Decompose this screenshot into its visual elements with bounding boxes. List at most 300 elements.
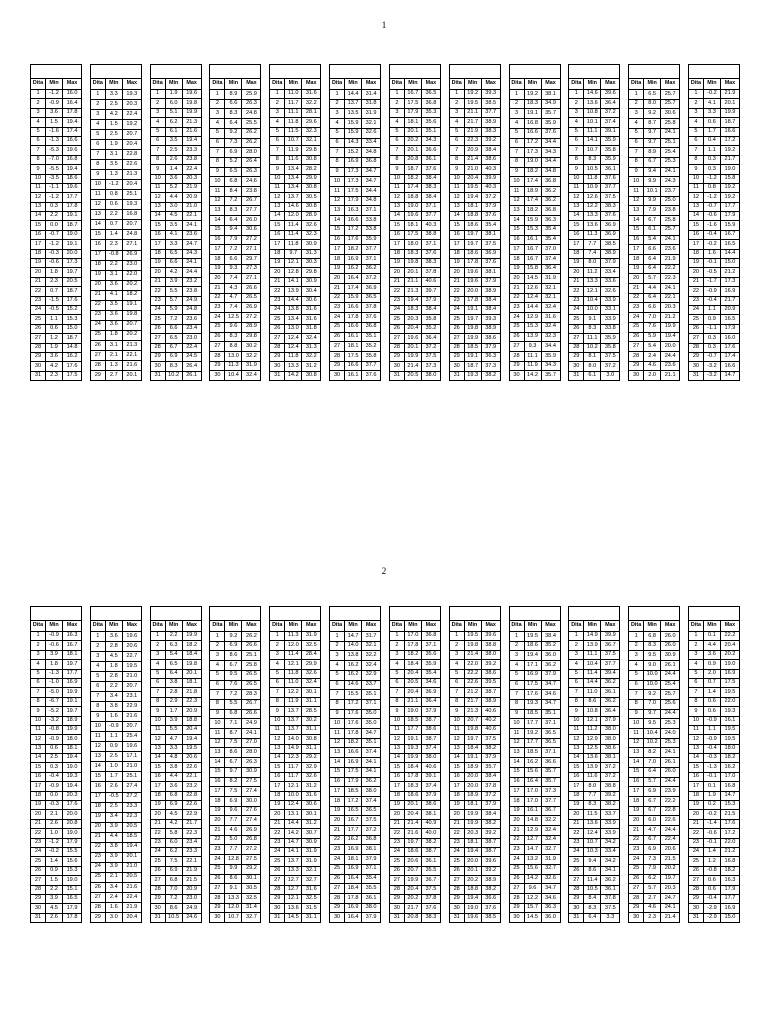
day-cell: 27 (688, 876, 703, 885)
max-cell: 35.3 (421, 108, 440, 117)
day-cell: 25 (90, 872, 105, 882)
min-cell: 12.4 (285, 334, 302, 343)
min-cell: 12.1 (285, 782, 302, 791)
table-row (569, 296, 620, 305)
max-cell: 22.0 (720, 838, 739, 847)
day-cell: 29 (210, 361, 225, 371)
min-cell: 11.8 (285, 352, 302, 361)
min-cell: 1.2 (46, 334, 63, 343)
table-row (150, 193, 201, 202)
max-cell: 33.6 (601, 277, 620, 286)
min-cell: -3.2 (703, 371, 720, 380)
table-row (449, 212, 500, 221)
max-cell: 28.3 (242, 690, 261, 700)
day-cell: 21 (90, 290, 105, 300)
table-row (210, 264, 261, 274)
table-row (688, 650, 739, 659)
day-cell: 8 (90, 702, 105, 712)
max-cell: 24.7 (182, 240, 201, 249)
max-cell: 15.9 (720, 221, 739, 230)
day-cell: 2 (330, 99, 345, 109)
day-cell: 26 (210, 332, 225, 342)
max-cell: 37.4 (601, 118, 620, 127)
day-cell: 16 (389, 230, 404, 239)
day-cell: 30 (150, 362, 165, 371)
min-cell: 17.3 (345, 167, 362, 177)
max-cell: 24.9 (182, 296, 201, 305)
day-cell: 29 (330, 361, 345, 371)
day-cell: 2 (449, 99, 464, 108)
min-cell: 0.9 (703, 660, 720, 669)
min-cell: 1.8 (105, 330, 122, 340)
day-cell: 28 (688, 885, 703, 894)
day-cell: 17 (90, 250, 105, 260)
max-cell: 38.3 (601, 202, 620, 211)
table-row (210, 903, 261, 913)
min-cell: 0.9 (46, 866, 63, 875)
min-cell: 8.3 (584, 904, 601, 913)
min-cell: 2.2 (105, 682, 122, 692)
min-cell: -1.3 (703, 763, 720, 772)
max-cell: 37.7 (421, 212, 440, 221)
max-cell: 38.0 (601, 725, 620, 734)
max-cell: 34.7 (362, 167, 381, 177)
table-row (31, 371, 82, 380)
min-cell: 3.3 (165, 744, 182, 753)
max-cell: 35.0 (362, 709, 381, 719)
max-cell: 34.7 (541, 680, 560, 690)
min-cell: 18.5 (404, 716, 421, 725)
min-cell: -5.0 (46, 688, 63, 697)
day-cell: 12 (629, 738, 644, 748)
min-cell: 4.2 (46, 362, 63, 371)
max-cell: 37.2 (601, 772, 620, 781)
day-cell: 6 (629, 680, 644, 690)
min-cell: 14.9 (285, 744, 302, 753)
max-cell: 17.5 (63, 371, 82, 380)
max-cell: 17.9 (720, 885, 739, 894)
max-cell: 33.4 (362, 138, 381, 148)
day-cell: 15 (629, 225, 644, 235)
day-cell: 25 (150, 315, 165, 324)
day-cell: 12 (389, 193, 404, 202)
max-cell: 35.7 (541, 109, 560, 119)
table-row (509, 148, 560, 158)
max-cell: 22.4 (182, 343, 201, 352)
table-row (569, 641, 620, 650)
column-header: Max (182, 79, 201, 90)
table-row (150, 885, 201, 894)
min-cell: 9.4 (644, 167, 661, 177)
day-cell: 29 (449, 352, 464, 361)
min-cell: 16.1 (524, 235, 541, 245)
max-cell: 19.4 (63, 165, 82, 174)
min-cell: 6.1 (165, 127, 182, 136)
day-cell: 10 (509, 719, 524, 729)
column-header: Max (720, 621, 739, 632)
day-cell: 10 (90, 180, 105, 190)
day-cell: 13 (389, 744, 404, 753)
day-cell: 11 (688, 183, 703, 192)
min-cell: 20.2 (464, 876, 481, 885)
table-row (31, 782, 82, 791)
max-cell: 31.9 (242, 361, 261, 371)
max-cell: 39.3 (481, 315, 500, 324)
max-cell: 24.8 (122, 230, 141, 240)
min-cell: 21.7 (464, 118, 481, 127)
max-cell: 38.5 (481, 913, 500, 922)
max-cell: 38.9 (481, 287, 500, 296)
table-row (688, 202, 739, 211)
table-row (449, 99, 500, 108)
min-cell: 0.6 (46, 324, 63, 333)
day-cell: 8 (449, 697, 464, 706)
min-cell: 9.3 (225, 264, 242, 274)
day-cell: 6 (509, 138, 524, 148)
day-cell: 24 (569, 305, 584, 314)
day-cell: 17 (569, 240, 584, 249)
min-cell: 3.1 (105, 150, 122, 160)
day-cell: 21 (629, 284, 644, 294)
table-row (569, 268, 620, 277)
min-cell: 3.9 (165, 277, 182, 286)
max-cell: 33.4 (601, 847, 620, 856)
table-row (270, 829, 321, 838)
table-row (330, 361, 381, 371)
month-table-8 (449, 606, 501, 923)
day-cell: 4 (509, 119, 524, 129)
max-cell: 22.2 (661, 796, 680, 806)
max-cell: 34.7 (541, 884, 560, 894)
min-cell: 11.1 (584, 127, 601, 136)
column-header: Min (225, 79, 242, 90)
min-cell: 18.3 (524, 99, 541, 109)
max-cell: 21.6 (122, 712, 141, 722)
table-row (330, 293, 381, 303)
table-row (150, 707, 201, 716)
table-row (330, 893, 381, 903)
day-cell: 22 (569, 287, 584, 296)
table-row (629, 913, 680, 923)
max-cell: 30.0 (242, 796, 261, 806)
table-row (210, 235, 261, 245)
max-cell: 16.2 (63, 352, 82, 361)
table-row (330, 157, 381, 167)
max-cell: 26.5 (242, 670, 261, 680)
max-cell: 37.5 (601, 904, 620, 913)
min-cell: 6.8 (644, 632, 661, 642)
table-row (90, 862, 141, 872)
max-cell: 16.0 (63, 90, 82, 99)
max-cell: 21.9 (720, 90, 739, 99)
max-cell: 24.3 (182, 249, 201, 258)
column-header: Min (165, 79, 182, 90)
max-cell: 36.7 (541, 806, 560, 816)
max-cell: 18.6 (63, 174, 82, 183)
max-cell: 38.4 (481, 146, 500, 155)
min-cell: 0.3 (703, 155, 720, 164)
min-cell: 21.4 (404, 362, 421, 371)
day-cell: 7 (509, 148, 524, 158)
table-row (449, 894, 500, 903)
day-cell: 11 (449, 183, 464, 192)
max-cell: 32.1 (362, 641, 381, 651)
max-cell: 16.5 (720, 315, 739, 324)
max-cell: 22.6 (182, 763, 201, 772)
day-cell: 27 (90, 892, 105, 902)
min-cell: 5.5 (225, 699, 242, 709)
min-cell: 18.2 (345, 738, 362, 748)
day-cell: 4 (569, 118, 584, 127)
table-row (509, 835, 560, 845)
max-cell: 32.1 (302, 866, 321, 875)
min-cell: 9.2 (225, 632, 242, 642)
min-cell: 18.4 (404, 660, 421, 669)
table-row (31, 641, 82, 650)
day-cell: 13 (569, 202, 584, 211)
min-cell: 8.3 (225, 109, 242, 119)
table-row (210, 729, 261, 739)
day-cell: 7 (449, 688, 464, 697)
max-cell: 20.1 (122, 852, 141, 862)
max-cell: 35.4 (541, 225, 560, 235)
day-cell: 20 (688, 810, 703, 819)
min-cell: 22.0 (464, 660, 481, 669)
min-cell: 19.5 (464, 183, 481, 192)
min-cell: 19.8 (464, 725, 481, 734)
table-row (210, 128, 261, 138)
min-cell: 3.4 (105, 692, 122, 702)
max-cell: 19.6 (63, 183, 82, 192)
max-cell: 19.5 (720, 688, 739, 697)
table-row (629, 661, 680, 671)
day-cell: 7 (688, 146, 703, 155)
day-cell: 10 (270, 174, 285, 183)
min-cell: 17.1 (524, 661, 541, 671)
day-cell: 16 (90, 782, 105, 792)
day-cell: 21 (509, 826, 524, 836)
table-row (509, 787, 560, 797)
table-row (509, 661, 560, 671)
max-cell: 24.4 (661, 670, 680, 680)
day-cell: 18 (210, 796, 225, 806)
day-cell: 21 (270, 277, 285, 286)
table-row (569, 240, 620, 249)
day-cell: 11 (210, 729, 225, 739)
day-cell: 8 (509, 699, 524, 709)
day-cell: 9 (688, 707, 703, 716)
table-row (449, 801, 500, 810)
table-row (90, 330, 141, 340)
max-cell: 36.1 (601, 885, 620, 894)
min-cell: -1.2 (46, 838, 63, 847)
day-cell: 19 (688, 801, 703, 810)
max-cell: 38.9 (601, 249, 620, 258)
max-cell: 24.1 (661, 167, 680, 177)
day-cell: 7 (629, 690, 644, 700)
day-cell: 19 (629, 806, 644, 816)
max-cell: 30.2 (242, 342, 261, 352)
max-cell: 24.0 (661, 729, 680, 739)
day-cell: 20 (210, 274, 225, 284)
table-row (569, 632, 620, 641)
month-table-10 (568, 606, 620, 923)
day-cell: 19 (330, 806, 345, 816)
max-cell: 15.0 (720, 259, 739, 268)
min-cell: 7.9 (225, 235, 242, 245)
table-row (210, 787, 261, 797)
table-row (270, 876, 321, 885)
max-cell: 37.5 (481, 735, 500, 744)
table-row (330, 313, 381, 323)
day-cell: 12 (509, 196, 524, 206)
min-cell: 11.0 (285, 678, 302, 687)
max-cell: 20.7 (122, 320, 141, 330)
day-cell: 9 (270, 707, 285, 716)
day-cell: 7 (210, 148, 225, 158)
max-cell: 26.1 (661, 758, 680, 768)
table-row (688, 362, 739, 371)
max-cell: 23.4 (182, 838, 201, 847)
max-cell: 18.7 (720, 118, 739, 127)
min-cell: 12.6 (524, 284, 541, 294)
min-cell: 3.6 (703, 650, 720, 659)
day-cell: 3 (90, 652, 105, 662)
min-cell: 11.1 (524, 351, 541, 361)
min-cell: 19.6 (404, 212, 421, 221)
table-row (31, 146, 82, 155)
table-row (90, 350, 141, 360)
min-cell: 3.9 (105, 822, 122, 832)
max-cell: 16.8 (720, 782, 739, 791)
table-row (150, 212, 201, 221)
day-cell: 14 (210, 758, 225, 768)
max-cell: 37.9 (601, 716, 620, 725)
day-cell: 15 (150, 221, 165, 230)
max-cell: 30.8 (302, 202, 321, 211)
table-row (688, 716, 739, 725)
max-cell: 22.1 (182, 212, 201, 221)
day-cell: 16 (270, 230, 285, 239)
min-cell: 17.9 (345, 777, 362, 787)
day-cell: 27 (150, 876, 165, 885)
table-row (90, 230, 141, 240)
day-cell: 2 (629, 641, 644, 651)
day-cell: 6 (90, 140, 105, 150)
min-cell: 17.7 (524, 719, 541, 729)
day-cell: 24 (90, 320, 105, 330)
table-row (330, 342, 381, 352)
table-row (509, 187, 560, 197)
max-cell: 22.3 (182, 697, 201, 706)
day-cell: 17 (629, 787, 644, 797)
max-cell: 35.7 (541, 767, 560, 777)
max-cell: 34.6 (541, 893, 560, 903)
day-cell: 12 (210, 738, 225, 748)
max-cell: 17.2 (720, 136, 739, 145)
day-cell: 1 (688, 632, 703, 641)
max-cell: 32.9 (302, 763, 321, 772)
table-row (31, 193, 82, 202)
column-header: Dita (330, 79, 345, 90)
min-cell: 6.8 (225, 177, 242, 187)
min-cell: 13.4 (285, 165, 302, 174)
day-cell: 7 (90, 150, 105, 160)
day-cell: 7 (150, 688, 165, 697)
min-cell: 6.8 (225, 709, 242, 719)
day-cell: 26 (330, 332, 345, 342)
min-cell: 1.6 (105, 902, 122, 912)
min-cell: 7.1 (225, 719, 242, 729)
day-cell: 15 (569, 763, 584, 772)
table-row (270, 165, 321, 174)
max-cell: 38.4 (481, 772, 500, 781)
day-cell: 5 (389, 669, 404, 678)
day-cell: 29 (90, 370, 105, 380)
column-header: Max (541, 621, 560, 632)
max-cell: 33.7 (601, 810, 620, 819)
max-cell: 19.1 (63, 240, 82, 249)
min-cell: 11.9 (285, 697, 302, 706)
max-cell: 36.2 (601, 697, 620, 706)
min-cell: 19.8 (404, 259, 421, 268)
max-cell: 30.8 (302, 735, 321, 744)
table-row (150, 183, 201, 192)
min-cell: 16.9 (345, 254, 362, 264)
min-cell: 17.5 (524, 680, 541, 690)
min-cell: 16.9 (524, 670, 541, 680)
table-row (150, 249, 201, 258)
day-cell: 4 (449, 118, 464, 127)
max-cell: 19.5 (720, 725, 739, 734)
day-cell: 22 (389, 829, 404, 838)
min-cell: 1.8 (46, 660, 63, 669)
table-row (389, 763, 440, 772)
min-cell: 7.2 (165, 315, 182, 324)
day-cell: 4 (330, 119, 345, 129)
max-cell: 17.2 (720, 829, 739, 838)
day-cell: 28 (629, 893, 644, 903)
min-cell: 19.3 (524, 699, 541, 709)
min-cell: 1.1 (703, 725, 720, 734)
day-cell: 17 (270, 240, 285, 249)
max-cell: 23.8 (242, 187, 261, 197)
max-cell: 36.3 (541, 216, 560, 226)
max-cell: 30.9 (661, 651, 680, 661)
table-row (150, 240, 201, 249)
table-row (90, 632, 141, 642)
table-row (90, 852, 141, 862)
min-cell: 1.4 (703, 688, 720, 697)
min-cell: 13.7 (285, 193, 302, 202)
table-row (150, 371, 201, 380)
min-cell: 19.1 (524, 109, 541, 119)
max-cell: 20.1 (182, 669, 201, 678)
day-cell: 14 (330, 216, 345, 226)
table-row (210, 196, 261, 206)
min-cell: 21.0 (464, 165, 481, 174)
day-cell: 22 (629, 293, 644, 303)
max-cell: 37.6 (362, 313, 381, 323)
min-cell: 14.2 (285, 371, 302, 380)
table-row (270, 735, 321, 744)
max-cell: 22.0 (122, 270, 141, 280)
max-cell: 16.9 (720, 669, 739, 678)
max-cell: 36.5 (362, 806, 381, 816)
table-row (150, 352, 201, 361)
max-cell: 19.6 (63, 146, 82, 155)
min-cell: -0.8 (703, 866, 720, 875)
